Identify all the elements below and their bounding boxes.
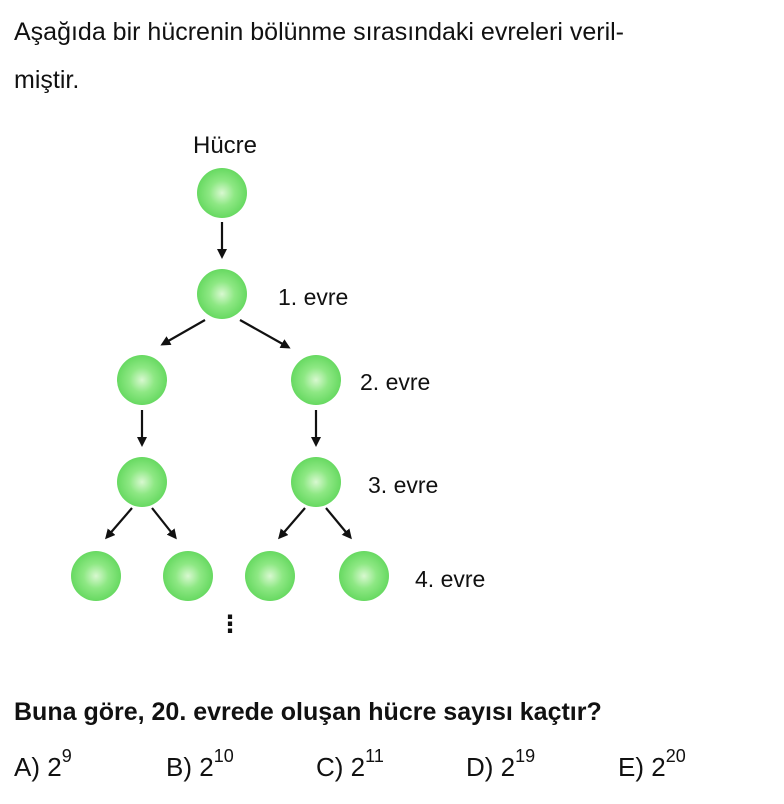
- arrow-stage3-lr: [152, 508, 175, 537]
- option-c-base: 2: [350, 752, 366, 782]
- stage-label-1: 1. evre: [278, 284, 349, 310]
- option-c[interactable]: [316, 746, 384, 783]
- option-b[interactable]: [166, 746, 234, 783]
- answer-options: [14, 746, 774, 792]
- cell-stage4-4: [339, 551, 389, 601]
- stage-label-3: 3. evre: [368, 472, 439, 498]
- root-label: Hücre: [192, 132, 258, 159]
- cell-stage2-left: [117, 355, 167, 405]
- arrow-stage3-ll: [107, 508, 132, 537]
- cell-stage2-right: [291, 355, 341, 405]
- continuation-dots: ⋮: [218, 610, 242, 638]
- cell-stage4-2: [163, 551, 213, 601]
- option-b-exp: 10: [213, 746, 234, 767]
- question-text: Buna göre, 20. evrede oluşan hücre sayısı kaçtır?: [14, 698, 602, 726]
- option-b-base: 2: [199, 752, 214, 782]
- arrow-stage3-rl: [280, 508, 305, 537]
- option-c-exp: 11: [365, 746, 384, 767]
- cell-stage4-3: [245, 551, 295, 601]
- option-a-base: 2: [47, 752, 62, 782]
- option-a-letter: A): [14, 752, 40, 782]
- intro-line-2: miştir.: [14, 66, 80, 94]
- stage-label-4: 4. evre: [415, 566, 486, 592]
- option-d-base: 2: [500, 752, 516, 782]
- option-d-exp: 19: [515, 746, 536, 767]
- cell-root: [197, 168, 247, 218]
- option-e[interactable]: [618, 746, 686, 783]
- option-a-exp: 9: [61, 746, 72, 767]
- option-e-base: 2: [651, 752, 666, 782]
- cell-stage3-left: [117, 457, 167, 507]
- cell-stage1: [197, 269, 247, 319]
- cell-stage3-right: [291, 457, 341, 507]
- cell-stage4-1: [71, 551, 121, 601]
- cell-division-diagram: [0, 120, 784, 640]
- arrow-stage1-left: [163, 320, 205, 344]
- arrow-stage3-rr: [326, 508, 350, 537]
- option-e-letter: E): [618, 752, 644, 782]
- stage-label-2: 2. evre: [360, 369, 431, 395]
- option-e-exp: 20: [665, 746, 686, 767]
- option-a[interactable]: [14, 746, 72, 783]
- arrow-stage1-right: [240, 320, 288, 347]
- intro-line-1: Aşağıda bir hücrenin bölünme sırasındaki evreleri veril-: [14, 18, 625, 46]
- option-c-letter: C): [316, 752, 344, 782]
- option-b-letter: B): [166, 752, 192, 782]
- intro-text: [14, 8, 774, 104]
- option-d[interactable]: [466, 746, 536, 783]
- option-d-letter: D): [466, 752, 494, 782]
